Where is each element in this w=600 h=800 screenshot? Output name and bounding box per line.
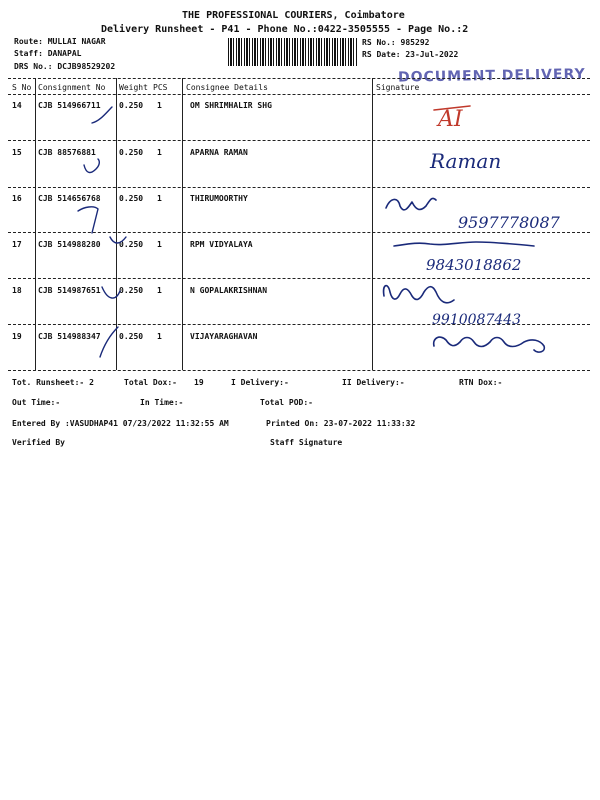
- route-line: [14, 37, 106, 46]
- rs-no-line: [362, 38, 429, 47]
- row-sno: 17: [12, 240, 22, 249]
- row-consignee: RPM VIDYALAYA: [190, 240, 253, 249]
- row-sno: 19: [12, 332, 22, 341]
- rs-date-label: RS Date:: [362, 50, 401, 59]
- signature-text: 9597778087: [458, 213, 560, 232]
- col-header-sno: S No: [12, 83, 32, 92]
- tick-mark-icon: [100, 327, 118, 357]
- row-consignee: VIJAYARAGHAVAN: [190, 332, 258, 341]
- row-consignment: CJB 88576881: [38, 148, 96, 157]
- staff-signature: Staff Signature: [270, 438, 343, 447]
- rs-date-value: 23-Jul-2022: [405, 50, 459, 59]
- tick-mark-icon: [92, 107, 112, 123]
- row-consignment: CJB 514988280: [38, 240, 101, 249]
- row-weight: 0.250: [119, 286, 144, 295]
- row-weight: 0.250: [119, 194, 144, 203]
- entered-by: Entered By :VASUDHAP41 07/23/2022 11:32:55 AM: [12, 419, 229, 428]
- drs-label: DRS No.:: [14, 62, 53, 71]
- signature-text: Raman: [430, 149, 502, 173]
- row-consignment: CJB 514656768: [38, 194, 101, 203]
- staff-line: [14, 49, 81, 58]
- row-consignee: OM SHRIMHALIR SHG: [190, 101, 272, 110]
- rs-date-line: [362, 50, 458, 59]
- signature-row-14: [434, 106, 470, 132]
- tot-runsheet: Tot. Runsheet:- 2: [12, 378, 94, 387]
- tick-mark-icon: [102, 287, 120, 298]
- signature-row-19: [434, 337, 545, 352]
- tick-mark-icon: [78, 207, 98, 233]
- row-pcs: 1: [157, 240, 162, 249]
- total-pod: Total POD:-: [260, 398, 313, 407]
- tick-mark-icon: [110, 237, 126, 243]
- col-divider: [35, 78, 36, 370]
- route-label: Route:: [14, 37, 43, 46]
- signature-text: 9843018862: [426, 256, 522, 274]
- handwritten-ticks: [40, 95, 190, 365]
- row-consignment: CJB 514966711: [38, 101, 101, 110]
- row-weight: 0.250: [119, 240, 144, 249]
- row-consignment: CJB 514987651: [38, 286, 101, 295]
- in-time: In Time:-: [140, 398, 184, 407]
- drs-value: DCJB98529202: [57, 62, 116, 71]
- col-header-consignee: Consignee Details: [186, 83, 268, 92]
- row-weight: 0.250: [119, 148, 144, 157]
- signature-text: 9910087443: [432, 312, 522, 328]
- table-bottom-rule: [8, 370, 590, 371]
- table-top-rule: [8, 78, 590, 79]
- row-sno: 18: [12, 286, 22, 295]
- signature-row-16: [386, 198, 561, 232]
- row-sno: 15: [12, 148, 22, 157]
- i-delivery: I Delivery:-: [231, 378, 289, 387]
- col-divider: [372, 78, 373, 370]
- company-title: THE PROFESSIONAL COURIERS, Coimbatore: [182, 10, 405, 21]
- signature-text: AI: [438, 107, 463, 132]
- row-pcs: 1: [157, 286, 162, 295]
- row-pcs: 1: [157, 194, 162, 203]
- signature-row-17: [394, 242, 534, 274]
- rs-no-value: 985292: [400, 38, 430, 47]
- row-sno: 14: [12, 101, 22, 110]
- row-consignee: THIRUMOORTHY: [190, 194, 248, 203]
- out-time: Out Time:-: [12, 398, 61, 407]
- row-consignee: N GOPALAKRISHNAN: [190, 286, 268, 295]
- verified-by: Verified By: [12, 438, 65, 447]
- total-dox-value: 19: [194, 378, 204, 387]
- runsheet-title: Delivery Runsheet - P41 - Phone No.:0422-3505555 - Page No.:2: [101, 24, 469, 35]
- col-header-consignment: Consignment No: [38, 83, 106, 92]
- printed-on: Printed On: 23-07-2022 11:33:32: [266, 419, 416, 428]
- signature-row-18: [384, 286, 522, 328]
- col-header-signature: Signature: [376, 83, 420, 92]
- row-pcs: 1: [157, 332, 162, 341]
- document-delivery-stamp: DOCUMENT DELIVERY: [397, 66, 586, 86]
- row-weight: 0.250: [119, 332, 144, 341]
- row-weight: 0.250: [119, 101, 144, 110]
- staff-label: Staff:: [14, 49, 43, 58]
- signature-column: [374, 96, 590, 368]
- row-consignee: APARNA RAMAN: [190, 148, 248, 157]
- row-consignment: CJB 514988347: [38, 332, 101, 341]
- rtn-dox: RTN Dox:-: [459, 378, 503, 387]
- col-header-weight: Weight: [119, 83, 148, 92]
- barcode: [228, 38, 358, 66]
- row-sno: 16: [12, 194, 22, 203]
- col-header-pcs: PCS: [153, 83, 168, 92]
- ii-delivery: II Delivery:-: [342, 378, 405, 387]
- route-value: MULLAI NAGAR: [47, 37, 106, 46]
- tick-mark-icon: [84, 159, 99, 172]
- signature-row-15: [429, 149, 501, 173]
- row-pcs: 1: [157, 101, 162, 110]
- rs-no-label: RS No.:: [362, 38, 396, 47]
- staff-value: DANAPAL: [47, 49, 82, 58]
- row-pcs: 1: [157, 148, 162, 157]
- drs-line: [14, 62, 115, 71]
- total-dox-label: Total Dox:-: [124, 378, 177, 387]
